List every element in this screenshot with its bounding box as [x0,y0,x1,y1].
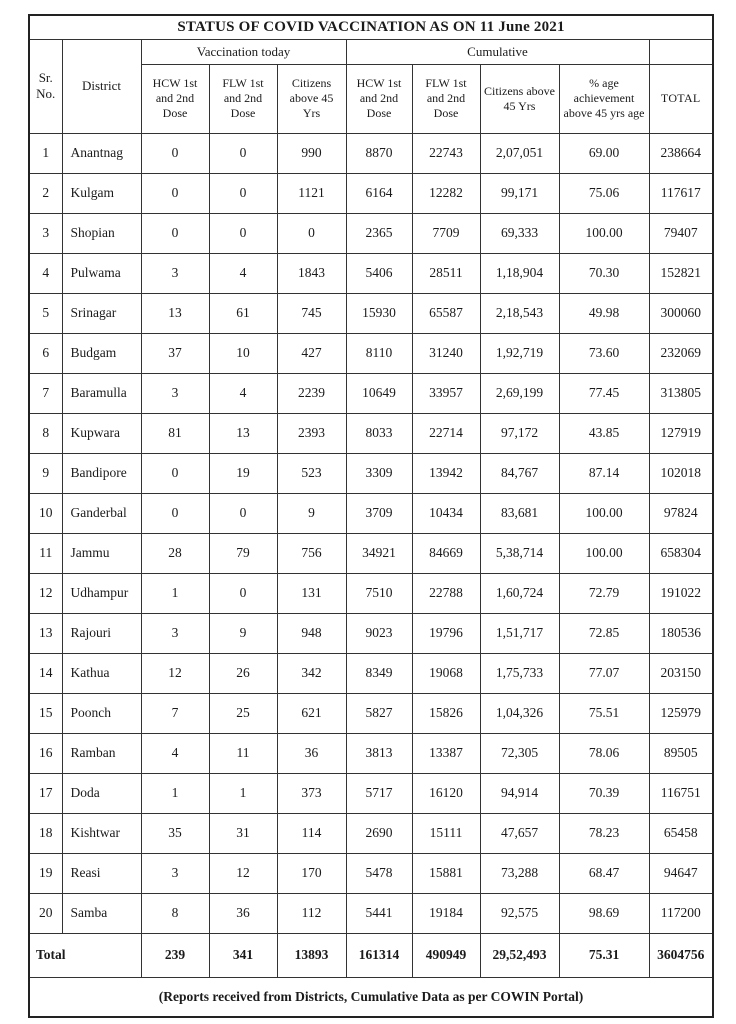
hcw-cumulative-cell: 5406 [346,253,412,293]
flw-cumulative-cell: 7709 [412,213,480,253]
citizens-cumulative-cell: 5,38,714 [480,533,559,573]
citizens-cumulative-cell: 94,914 [480,773,559,813]
flw-today-cell: 19 [209,453,277,493]
col-header-flw-today: FLW 1st and 2nd Dose [209,64,277,133]
col-header-total: TOTAL [649,64,713,133]
row-total-cell: 125979 [649,693,713,733]
header-group-row [29,39,713,64]
hcw-today-cell: 0 [141,213,209,253]
pct-achievement-cell: 43.85 [559,413,649,453]
district-cell: Udhampur [62,573,141,613]
citizens-today-cell: 131 [277,573,346,613]
sr-no-cell: 13 [29,613,62,653]
sr-no-cell: 1 [29,133,62,173]
flw-cumulative-cell: 31240 [412,333,480,373]
citizens-today-cell: 427 [277,333,346,373]
total-flw-today: 341 [209,933,277,977]
row-total-cell: 658304 [649,533,713,573]
district-cell: Kupwara [62,413,141,453]
district-cell: Doda [62,773,141,813]
district-rows [29,133,713,933]
flw-cumulative-cell: 10434 [412,493,480,533]
pct-achievement-cell: 98.69 [559,893,649,933]
citizens-today-cell: 342 [277,653,346,693]
hcw-today-cell: 37 [141,333,209,373]
citizens-today-cell: 756 [277,533,346,573]
table-row [29,493,713,533]
footer-note: (Reports received from Districts, Cumulative Data as per COWIN Portal) [29,977,713,1017]
hcw-cumulative-cell: 6164 [346,173,412,213]
table-row [29,573,713,613]
hcw-today-cell: 12 [141,653,209,693]
hcw-cumulative-cell: 5827 [346,693,412,733]
citizens-today-cell: 112 [277,893,346,933]
sr-no-cell: 2 [29,173,62,213]
row-total-cell: 94647 [649,853,713,893]
sr-no-cell: 3 [29,213,62,253]
hcw-today-cell: 3 [141,253,209,293]
district-cell: Reasi [62,853,141,893]
hcw-cumulative-cell: 3709 [346,493,412,533]
sr-no-cell: 12 [29,573,62,613]
table-row [29,733,713,773]
hcw-today-cell: 3 [141,853,209,893]
hcw-cumulative-cell: 2365 [346,213,412,253]
citizens-cumulative-cell: 69,333 [480,213,559,253]
footer-row [29,977,713,1017]
table-row [29,653,713,693]
citizens-today-cell: 2239 [277,373,346,413]
flw-today-cell: 0 [209,493,277,533]
citizens-today-cell: 948 [277,613,346,653]
pct-achievement-cell: 72.79 [559,573,649,613]
row-total-cell: 79407 [649,213,713,253]
row-total-cell: 313805 [649,373,713,413]
hcw-today-cell: 28 [141,533,209,573]
col-header-district: District [62,39,141,133]
citizens-today-cell: 0 [277,213,346,253]
hcw-today-cell: 0 [141,173,209,213]
district-cell: Shopian [62,213,141,253]
flw-today-cell: 0 [209,213,277,253]
flw-today-cell: 0 [209,133,277,173]
pct-achievement-cell: 49.98 [559,293,649,333]
pct-achievement-cell: 70.30 [559,253,649,293]
hcw-today-cell: 0 [141,453,209,493]
citizens-today-cell: 2393 [277,413,346,453]
row-total-cell: 116751 [649,773,713,813]
flw-today-cell: 13 [209,413,277,453]
hcw-cumulative-cell: 3309 [346,453,412,493]
pct-achievement-cell: 78.06 [559,733,649,773]
flw-today-cell: 26 [209,653,277,693]
row-total-cell: 152821 [649,253,713,293]
table-row [29,893,713,933]
flw-cumulative-cell: 15111 [412,813,480,853]
sr-no-cell: 6 [29,333,62,373]
pct-achievement-cell: 72.85 [559,613,649,653]
district-cell: Ramban [62,733,141,773]
hcw-cumulative-cell: 5717 [346,773,412,813]
col-header-citizens-cumulative: Citizens above 45 Yrs [480,64,559,133]
table-row [29,613,713,653]
citizens-today-cell: 1843 [277,253,346,293]
row-total-cell: 238664 [649,133,713,173]
district-cell: Kathua [62,653,141,693]
citizens-cumulative-cell: 73,288 [480,853,559,893]
flw-today-cell: 4 [209,373,277,413]
hcw-today-cell: 3 [141,373,209,413]
flw-cumulative-cell: 12282 [412,173,480,213]
citizens-cumulative-cell: 1,51,717 [480,613,559,653]
pct-achievement-cell: 87.14 [559,453,649,493]
hcw-today-cell: 8 [141,893,209,933]
row-total-cell: 97824 [649,493,713,533]
flw-cumulative-cell: 33957 [412,373,480,413]
col-header-pct-achievement: % age achievement above 45 yrs age [559,64,649,133]
table-row [29,213,713,253]
flw-today-cell: 12 [209,853,277,893]
col-header-sr-no: Sr. No. [29,39,62,133]
flw-cumulative-cell: 13387 [412,733,480,773]
flw-today-cell: 31 [209,813,277,853]
col-header-citizens-today: Citizens above 45 Yrs [277,64,346,133]
flw-today-cell: 4 [209,253,277,293]
citizens-cumulative-cell: 72,305 [480,733,559,773]
total-hcw-cumulative: 161314 [346,933,412,977]
hcw-cumulative-cell: 8033 [346,413,412,453]
flw-today-cell: 0 [209,573,277,613]
sr-no-cell: 4 [29,253,62,293]
citizens-today-cell: 990 [277,133,346,173]
table-row [29,293,713,333]
citizens-today-cell: 170 [277,853,346,893]
district-cell: Poonch [62,693,141,733]
row-total-cell: 300060 [649,293,713,333]
row-total-cell: 102018 [649,453,713,493]
table-row [29,173,713,213]
flw-cumulative-cell: 22714 [412,413,480,453]
pct-achievement-cell: 75.06 [559,173,649,213]
row-total-cell: 117200 [649,893,713,933]
row-total-cell: 127919 [649,413,713,453]
total-citizens-cumulative: 29,52,493 [480,933,559,977]
citizens-today-cell: 621 [277,693,346,733]
citizens-cumulative-cell: 2,69,199 [480,373,559,413]
citizens-today-cell: 745 [277,293,346,333]
hcw-cumulative-cell: 5441 [346,893,412,933]
sr-no-cell: 8 [29,413,62,453]
row-total-cell: 180536 [649,613,713,653]
citizens-cumulative-cell: 83,681 [480,493,559,533]
citizens-cumulative-cell: 2,07,051 [480,133,559,173]
hcw-cumulative-cell: 34921 [346,533,412,573]
citizens-today-cell: 9 [277,493,346,533]
table-row [29,773,713,813]
district-cell: Pulwama [62,253,141,293]
hcw-today-cell: 0 [141,493,209,533]
pct-achievement-cell: 100.00 [559,493,649,533]
pct-achievement-cell: 70.39 [559,773,649,813]
citizens-today-cell: 523 [277,453,346,493]
row-total-cell: 89505 [649,733,713,773]
hcw-cumulative-cell: 10649 [346,373,412,413]
table-row [29,693,713,733]
table-row [29,533,713,573]
hcw-cumulative-cell: 9023 [346,613,412,653]
citizens-cumulative-cell: 1,04,326 [480,693,559,733]
sr-no-cell: 17 [29,773,62,813]
flw-cumulative-cell: 22743 [412,133,480,173]
flw-cumulative-cell: 19184 [412,893,480,933]
hcw-today-cell: 1 [141,773,209,813]
flw-today-cell: 25 [209,693,277,733]
vaccination-report-sheet [28,14,712,1018]
pct-achievement-cell: 77.45 [559,373,649,413]
citizens-cumulative-cell: 1,92,719 [480,333,559,373]
hcw-today-cell: 35 [141,813,209,853]
hcw-cumulative-cell: 8110 [346,333,412,373]
citizens-cumulative-cell: 99,171 [480,173,559,213]
table-row [29,813,713,853]
total-row-label: Total [29,933,141,977]
flw-cumulative-cell: 13942 [412,453,480,493]
sr-no-cell: 9 [29,453,62,493]
hcw-cumulative-cell: 7510 [346,573,412,613]
total-pct-achievement: 75.31 [559,933,649,977]
flw-cumulative-cell: 15881 [412,853,480,893]
flw-cumulative-cell: 19068 [412,653,480,693]
vaccination-status-table [28,14,714,1018]
sr-no-cell: 19 [29,853,62,893]
pct-achievement-cell: 78.23 [559,813,649,853]
district-cell: Rajouri [62,613,141,653]
table-title: STATUS OF COVID VACCINATION AS ON 11 June 2021 [29,15,713,39]
hcw-cumulative-cell: 2690 [346,813,412,853]
flw-cumulative-cell: 28511 [412,253,480,293]
grand-total: 3604756 [649,933,713,977]
citizens-cumulative-cell: 84,767 [480,453,559,493]
pct-achievement-cell: 68.47 [559,853,649,893]
flw-today-cell: 36 [209,893,277,933]
sr-no-cell: 5 [29,293,62,333]
flw-today-cell: 11 [209,733,277,773]
citizens-cumulative-cell: 47,657 [480,813,559,853]
citizens-today-cell: 1121 [277,173,346,213]
citizens-cumulative-cell: 2,18,543 [480,293,559,333]
table-row [29,253,713,293]
hcw-today-cell: 81 [141,413,209,453]
flw-today-cell: 61 [209,293,277,333]
table-row [29,853,713,893]
citizens-cumulative-cell: 1,60,724 [480,573,559,613]
group-header-cumulative: Cumulative [346,39,649,64]
district-cell: Bandipore [62,453,141,493]
district-cell: Jammu [62,533,141,573]
total-hcw-today: 239 [141,933,209,977]
pct-achievement-cell: 69.00 [559,133,649,173]
citizens-cumulative-cell: 97,172 [480,413,559,453]
hcw-today-cell: 4 [141,733,209,773]
row-total-cell: 117617 [649,173,713,213]
row-total-cell: 191022 [649,573,713,613]
district-cell: Baramulla [62,373,141,413]
total-row [29,933,713,977]
table-title-row [29,15,713,39]
flw-today-cell: 10 [209,333,277,373]
col-header-hcw-today: HCW 1st and 2nd Dose [141,64,209,133]
header-spacer-cell [649,39,713,64]
flw-cumulative-cell: 15826 [412,693,480,733]
pct-achievement-cell: 100.00 [559,533,649,573]
col-header-flw-cumulative: FLW 1st and 2nd Dose [412,64,480,133]
group-header-vaccination-today: Vaccination today [141,39,346,64]
table-row [29,373,713,413]
hcw-today-cell: 7 [141,693,209,733]
district-cell: Srinagar [62,293,141,333]
hcw-cumulative-cell: 8349 [346,653,412,693]
flw-cumulative-cell: 84669 [412,533,480,573]
flw-today-cell: 0 [209,173,277,213]
citizens-today-cell: 36 [277,733,346,773]
pct-achievement-cell: 77.07 [559,653,649,693]
hcw-today-cell: 3 [141,613,209,653]
flw-cumulative-cell: 19796 [412,613,480,653]
sr-no-cell: 15 [29,693,62,733]
table-row [29,133,713,173]
hcw-today-cell: 1 [141,573,209,613]
flw-today-cell: 9 [209,613,277,653]
citizens-today-cell: 373 [277,773,346,813]
row-total-cell: 232069 [649,333,713,373]
total-citizens-today: 13893 [277,933,346,977]
pct-achievement-cell: 73.60 [559,333,649,373]
citizens-cumulative-cell: 1,18,904 [480,253,559,293]
hcw-today-cell: 13 [141,293,209,333]
sr-no-cell: 18 [29,813,62,853]
sr-no-cell: 11 [29,533,62,573]
district-cell: Budgam [62,333,141,373]
row-total-cell: 65458 [649,813,713,853]
flw-today-cell: 1 [209,773,277,813]
hcw-cumulative-cell: 5478 [346,853,412,893]
citizens-cumulative-cell: 1,75,733 [480,653,559,693]
table-row [29,413,713,453]
district-cell: Anantnag [62,133,141,173]
pct-achievement-cell: 75.51 [559,693,649,733]
citizens-cumulative-cell: 92,575 [480,893,559,933]
district-cell: Samba [62,893,141,933]
sr-no-cell: 10 [29,493,62,533]
hcw-today-cell: 0 [141,133,209,173]
pct-achievement-cell: 100.00 [559,213,649,253]
sr-no-cell: 14 [29,653,62,693]
flw-cumulative-cell: 22788 [412,573,480,613]
sr-no-cell: 16 [29,733,62,773]
flw-cumulative-cell: 16120 [412,773,480,813]
table-row [29,333,713,373]
hcw-cumulative-cell: 3813 [346,733,412,773]
district-cell: Kulgam [62,173,141,213]
sr-no-cell: 20 [29,893,62,933]
sr-no-cell: 7 [29,373,62,413]
hcw-cumulative-cell: 8870 [346,133,412,173]
total-flw-cumulative: 490949 [412,933,480,977]
district-cell: Kishtwar [62,813,141,853]
table-row [29,453,713,493]
row-total-cell: 203150 [649,653,713,693]
flw-cumulative-cell: 65587 [412,293,480,333]
district-cell: Ganderbal [62,493,141,533]
hcw-cumulative-cell: 15930 [346,293,412,333]
citizens-today-cell: 114 [277,813,346,853]
flw-today-cell: 79 [209,533,277,573]
col-header-hcw-cumulative: HCW 1st and 2nd Dose [346,64,412,133]
